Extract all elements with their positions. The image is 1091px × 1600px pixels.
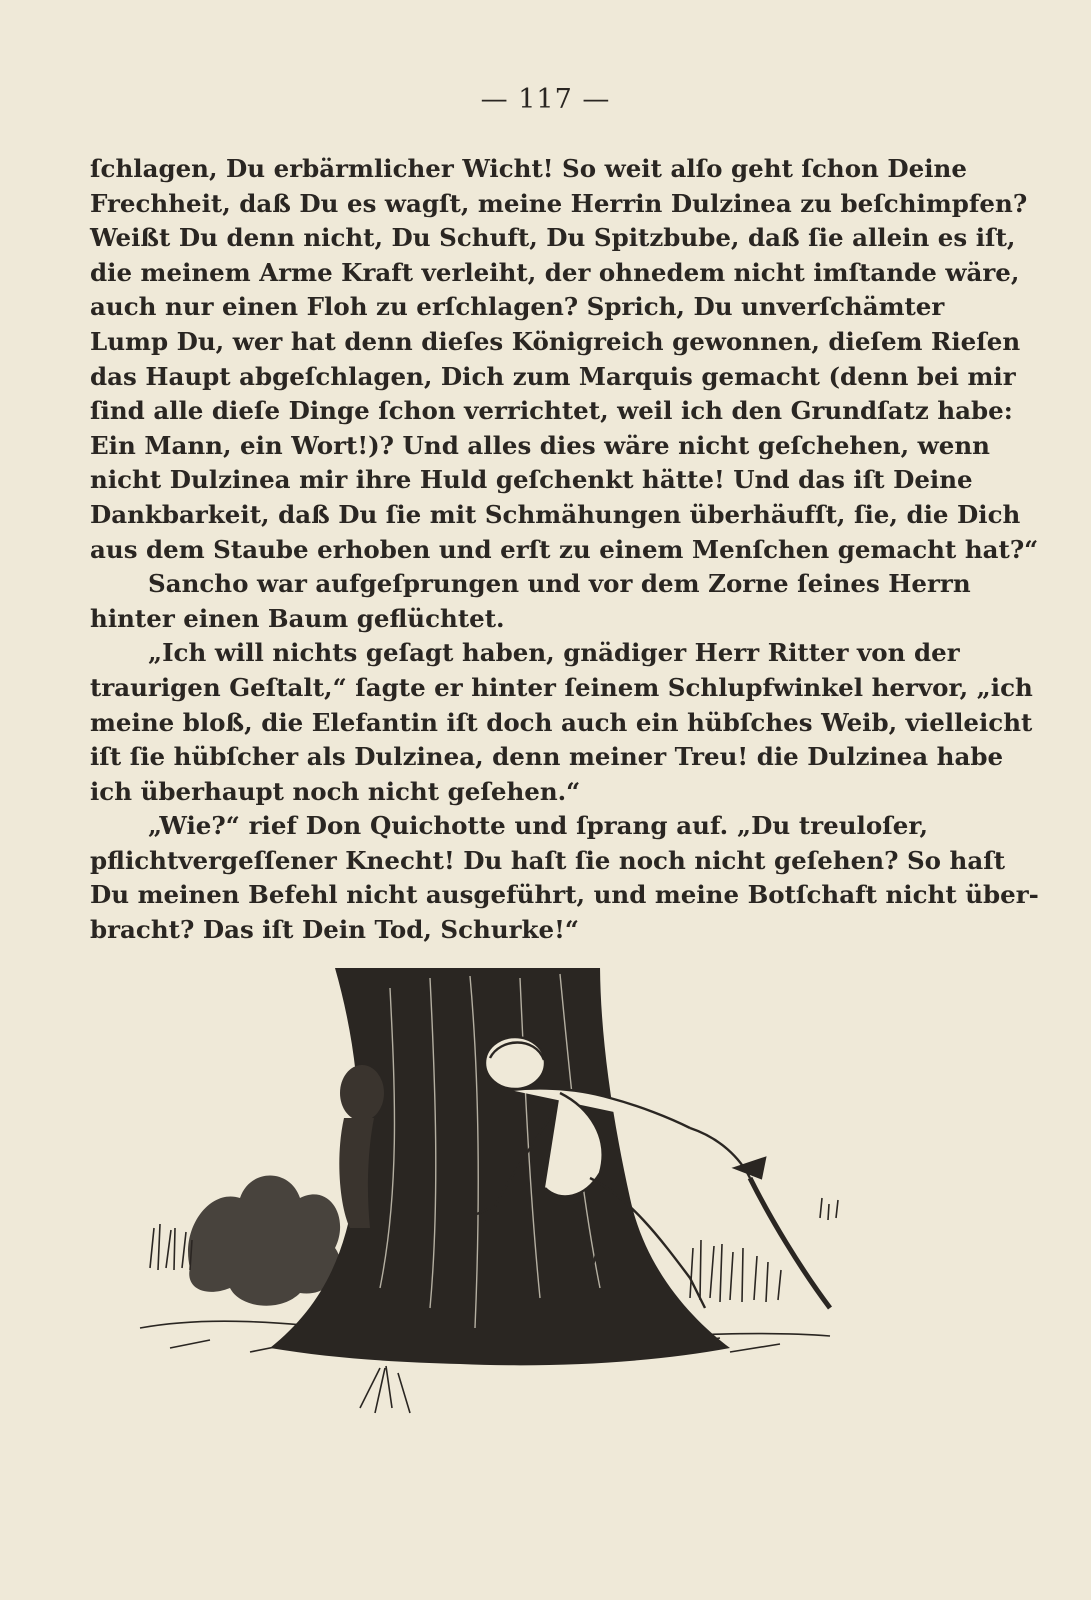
text-line: bracht? Das iſt Dein Tod, Schurke!“ xyxy=(90,915,579,945)
text-line: iſt ſie hübſcher als Dulzinea, denn meiner Treu! die Dulzinea habe xyxy=(90,742,1004,772)
body-text xyxy=(90,152,1039,948)
bush-left xyxy=(188,1176,340,1306)
tree-stump xyxy=(270,968,730,1365)
text-line: „Ich will nichts geſagt haben, gnädiger Herr Ritter von der xyxy=(148,638,960,668)
text-line: Frechheit, daß Du es wagſt, meine Herrin Dulzinea zu beſchimpfen? xyxy=(90,188,1028,218)
text-line: Weißt Du denn nicht, Du Schuft, Du Spitzbube, daß ſie allein es iſt, xyxy=(90,223,1016,253)
text-line: Du meinen Befehl nicht ausgeführt, und meine Botſchaft nicht über- xyxy=(90,880,1039,910)
text-line: meine bloß, die Elefantin iſt doch auch ein hübſches Weib, vielleicht xyxy=(90,707,1033,737)
text-line: pflichtvergeſſener Knecht! Du haſt ſie noch nicht geſehen? So haſt xyxy=(90,845,1006,875)
text-line: aus dem Staube erhoben und erſt zu einem Menſchen gemacht hat?“ xyxy=(90,534,1039,564)
text-line: Dankbarkeit, daß Du ſie mit Schmähungen überhäufſt, ſie, die Dich xyxy=(90,499,1021,529)
text-line: Ein Mann, ein Wort!)? Und alles dies wäre nicht geſchehen, wenn xyxy=(90,430,990,460)
text-line: hinter einen Baum geflüchtet. xyxy=(90,603,505,633)
text-line: ich überhaupt noch nicht geſehen.“ xyxy=(90,776,581,806)
text-line: traurigen Geſtalt,“ ſagte er hinter ſeinem Schlupfwinkel hervor, „ich xyxy=(90,672,1033,702)
page-number: — 117 — xyxy=(480,84,611,115)
text-line: ſchlagen, Du erbärmlicher Wicht! So weit alſo geht ſchon Deine xyxy=(90,154,967,183)
text-line: „Wie?“ rief Don Quichotte und ſprang auf. „Du treuloſer, xyxy=(148,811,928,841)
text-line: ſind alle dieſe Dinge ſchon verrichtet, weil ich den Grundſatz habe: xyxy=(90,396,1013,426)
text-line: Lump Du, wer hat denn dieſes Königreich gewonnen, dieſem Rieſen xyxy=(90,326,1021,356)
illustration xyxy=(130,968,900,1468)
text-line: Sancho war aufgeſprungen und vor dem Zorne ſeines Herrn xyxy=(148,569,971,599)
text-line: auch nur einen Floh zu erſchlagen? Sprich, Du unverſchämter xyxy=(90,292,945,322)
text-line: die meinem Arme Kraft verleiht, der ohnedem nicht imſtande wäre, xyxy=(90,257,1020,287)
text-line: nicht Dulzinea mir ihre Huld geſchenkt hätte! Und das iſt Deine xyxy=(90,465,973,495)
text-line: das Haupt abgeſchlagen, Dich zum Marquis gemacht (denn bei mir xyxy=(90,361,1016,391)
